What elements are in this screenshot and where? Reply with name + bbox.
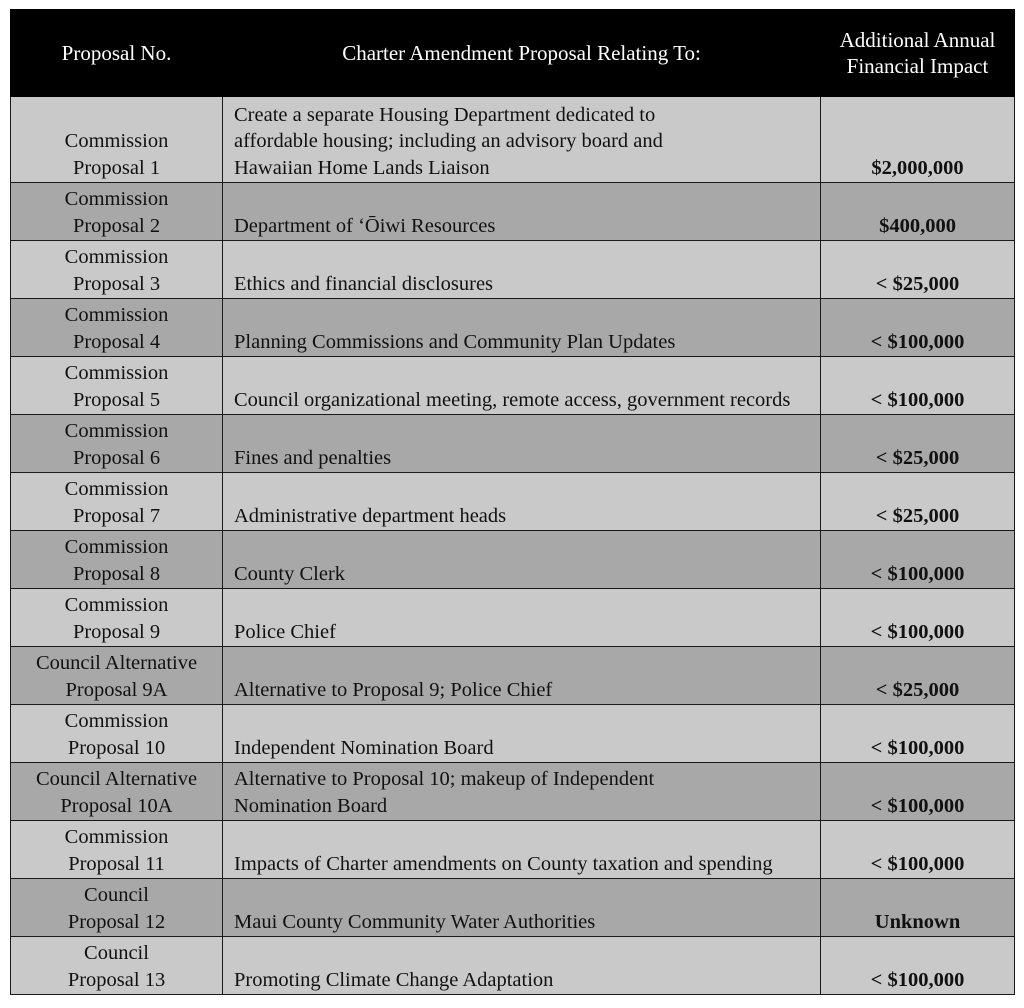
description-cell: Department of ‘Ōiwi Resources [223,183,821,241]
proposal-number: Commission Proposal 9 [64,594,169,643]
table-row [11,763,1015,821]
description-text: Create a separate Housing Department dedicated to affordable housing; including an advisory board and Hawaiian Home Lands Liaison [234,103,663,179]
table-row [11,705,1015,763]
proposal-number-cell [11,879,223,937]
description-cell [223,97,821,183]
charter-amendment-table [10,9,1015,995]
table-row [11,97,1015,183]
proposal-number: Council Alternative Proposal 10A [35,768,198,817]
proposal-number-cell [11,705,223,763]
impact-cell: $400,000 [821,183,1015,241]
description-cell: Administrative department heads [223,473,821,531]
description-cell: Ethics and financial disclosures [223,241,821,299]
proposal-number-cell [11,763,223,821]
header-impact [821,10,1015,97]
proposal-number-cell [11,357,223,415]
table-row [11,937,1015,995]
impact-cell: < $100,000 [821,763,1015,821]
proposal-number: Commission Proposal 8 [64,536,169,585]
impact-cell: < $100,000 [821,937,1015,995]
impact-cell: < $100,000 [821,589,1015,647]
impact-cell: < $25,000 [821,241,1015,299]
proposal-number: Commission Proposal 3 [64,246,169,295]
impact-cell: < $100,000 [821,531,1015,589]
proposal-number-cell [11,821,223,879]
proposal-number: Council Proposal 12 [67,884,166,933]
proposal-number-cell [11,531,223,589]
proposal-number: Commission Proposal 10 [64,710,169,759]
proposal-number-cell [11,589,223,647]
description-cell [223,821,821,879]
table-row [11,299,1015,357]
impact-cell: < $100,000 [821,821,1015,879]
table-row [11,589,1015,647]
proposal-number: Commission Proposal 2 [64,188,169,237]
charter-amendment-table-container [10,9,1014,995]
description-text: Alternative to Proposal 10; makeup of Independent Nomination Board [234,768,655,817]
impact-cell: < $100,000 [821,705,1015,763]
description-cell: Independent Nomination Board [223,705,821,763]
impact-cell: < $100,000 [821,357,1015,415]
proposal-number-cell [11,937,223,995]
proposal-number: Commission Proposal 11 [64,826,169,875]
table-row [11,183,1015,241]
description-text: Impacts of Charter amendments on County taxation and spending [234,852,773,875]
table-row [11,415,1015,473]
proposal-number: Council Proposal 13 [67,942,166,991]
impact-cell: < $25,000 [821,473,1015,531]
table-row [11,357,1015,415]
impact-cell: < $25,000 [821,647,1015,705]
description-cell: Promoting Climate Change Adaptation [223,937,821,995]
proposal-number-cell [11,299,223,357]
proposal-number: Commission Proposal 4 [64,304,169,353]
proposal-number: Council Alternative Proposal 9A [35,652,198,701]
proposal-number: Commission Proposal 6 [64,420,169,469]
impact-cell: < $25,000 [821,415,1015,473]
description-cell: Planning Commissions and Community Plan Updates [223,299,821,357]
table-row [11,821,1015,879]
table-row [11,879,1015,937]
description-cell: County Clerk [223,531,821,589]
description-cell [223,357,821,415]
header-row [11,10,1015,97]
description-cell: Maui County Community Water Authorities [223,879,821,937]
table-body [11,97,1015,995]
description-cell [223,763,821,821]
description-cell: Police Chief [223,589,821,647]
proposal-number-cell [11,473,223,531]
description-text: Council organizational meeting, remote access, government records [234,388,791,411]
description-cell: Fines and penalties [223,415,821,473]
proposal-number: Commission Proposal 7 [64,478,169,527]
header-relating-to: Charter Amendment Proposal Relating To: [223,10,821,97]
impact-cell: Unknown [821,879,1015,937]
proposal-number: Commission Proposal 5 [64,362,169,411]
impact-cell: $2,000,000 [821,97,1015,183]
table-row [11,241,1015,299]
table-row [11,473,1015,531]
table-row [11,647,1015,705]
proposal-number-cell [11,97,223,183]
proposal-number-cell [11,647,223,705]
table-header [11,10,1015,97]
impact-cell: < $100,000 [821,299,1015,357]
header-impact-text: Additional Annual Financial Impact [839,28,996,78]
proposal-number: Commission Proposal 1 [64,130,169,179]
description-cell: Alternative to Proposal 9; Police Chief [223,647,821,705]
proposal-number-cell [11,415,223,473]
proposal-number-cell [11,183,223,241]
header-proposal-no: Proposal No. [11,10,223,97]
proposal-number-cell [11,241,223,299]
table-row [11,531,1015,589]
